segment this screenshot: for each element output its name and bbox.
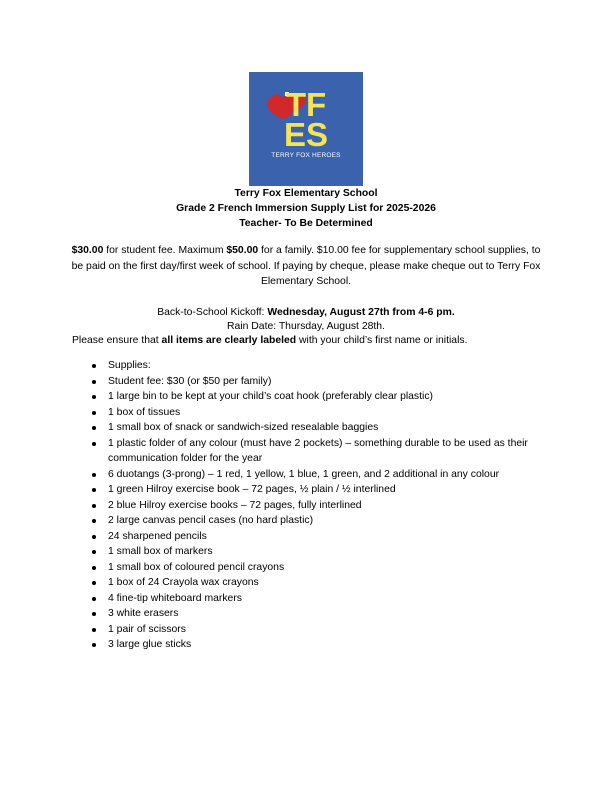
supply-item: Supplies: [90, 358, 550, 374]
supply-item: Student fee: $30 (or $50 per family) [90, 374, 550, 390]
supply-list [90, 358, 550, 653]
fee-paragraph [70, 243, 542, 290]
supply-item: 1 large bin to be kept at your child’s coat hook (preferably clear plastic) [90, 389, 550, 405]
fee-text-1: for student fee. Maximum [103, 245, 227, 256]
logo-letters-top: TF [285, 86, 327, 123]
label-notice-bold: all items are clearly labeled [161, 335, 297, 346]
supply-item: 3 large glue sticks [90, 637, 550, 653]
kickoff-label: Back-to-School Kickoff: [157, 307, 268, 318]
supply-item: 1 box of 24 Crayola wax crayons [90, 575, 550, 591]
supply-item: 24 sharpened pencils [90, 529, 550, 545]
school-logo [249, 72, 363, 186]
kickoff-line [0, 305, 612, 320]
supply-item: 1 small box of markers [90, 544, 550, 560]
supply-item: 1 small box of snack or sandwich-sized resealable baggies [90, 420, 550, 436]
teacher-line: Teacher- To Be Determined [239, 218, 373, 229]
logo-caption: TERRY FOX HEROES [271, 152, 341, 159]
supply-item: 1 plastic folder of any colour (must have 2 pockets) – something durable to be used as their communication folder for the year [90, 436, 550, 467]
supply-item: 2 blue Hilroy exercise books – 72 pages, fully interlined [90, 498, 550, 514]
school-name: Terry Fox Elementary School [234, 188, 378, 199]
supply-item: 1 green Hilroy exercise book – 72 pages, ½ plain / ½ interlined [90, 482, 550, 498]
supply-item: 1 box of tissues [90, 405, 550, 421]
label-notice [72, 333, 467, 348]
supply-item: 1 small box of coloured pencil crayons [90, 560, 550, 576]
list-title: Grade 2 French Immersion Supply List for 2025-2026 [176, 203, 436, 214]
rain-date: Rain Date: Thursday, August 28th. [227, 321, 385, 332]
supply-item: 1 pair of scissors [90, 622, 550, 638]
fee-amount: $30.00 [71, 245, 104, 256]
supply-item: 3 white erasers [90, 606, 550, 622]
kickoff-date: Wednesday, August 27th from 4-6 pm. [267, 307, 455, 318]
supply-item: 6 duotangs (3-prong) – 1 red, 1 yellow, 1 blue, 1 green, and 2 additional in any colour [90, 467, 550, 483]
supply-item: 2 large canvas pencil cases (no hard plastic) [90, 513, 550, 529]
family-fee-amount: $50.00 [226, 245, 259, 256]
fee-text-2: for a family. $10.00 fee for supplementary school supplies, to be paid on the first day/first week of school. If paying by cheque, please make cheque out to Terry Fox Elementary School. [71, 245, 541, 287]
supply-item: 4 fine-tip whiteboard markers [90, 591, 550, 607]
label-notice-suffix: with your child’s first name or initials. [296, 335, 468, 346]
label-notice-prefix: Please ensure that [72, 335, 162, 346]
logo-letters [249, 72, 363, 186]
logo-letters-bottom: ES [283, 116, 329, 153]
